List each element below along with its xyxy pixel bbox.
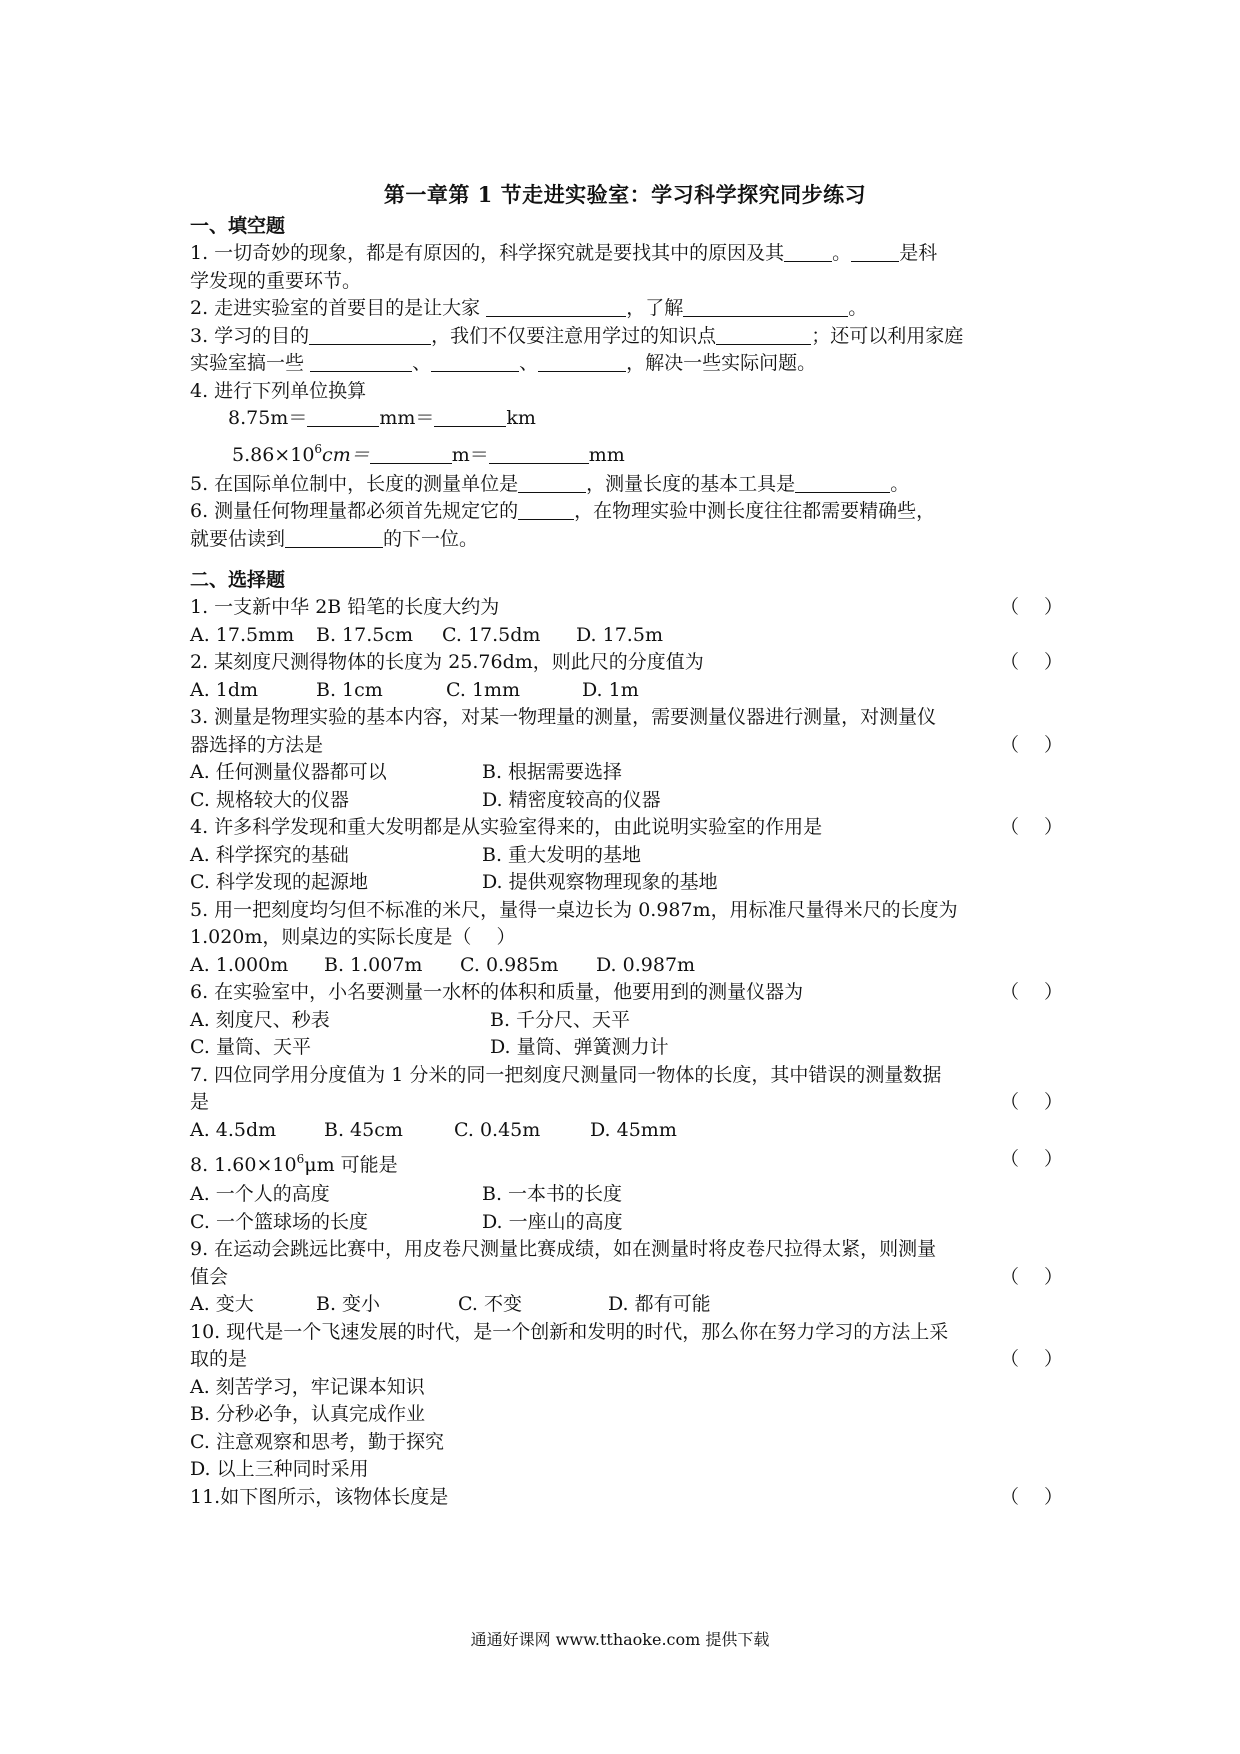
choice-q4-options-ab [190, 842, 1060, 870]
choice-q5-options [190, 952, 1060, 980]
page-footer: 通通好课网 www.tthaoke.com 提供下载 [470, 1630, 770, 1649]
option[interactable]: C. 一个篮球场的长度 [190, 1210, 368, 1233]
choice-q10: 10. 现代是一个飞速发展的时代，是一个创新和发明的时代，那么你在努力学习的方法上采 [190, 1320, 949, 1343]
answer-blank[interactable] [309, 325, 431, 345]
choice-q6: 6. 在实验室中，小名要测量一水杯的体积和质量，他要用到的测量仪器为 （ ） [190, 979, 1060, 1007]
answer-blank[interactable] [434, 407, 506, 427]
option[interactable]: B. 一本书的长度 [482, 1183, 623, 1205]
option[interactable]: A. 变大 [190, 1293, 254, 1315]
option[interactable]: D. 17.5m [576, 623, 663, 646]
option[interactable]: D. 量筒、弹簧测力计 [490, 1036, 669, 1058]
option[interactable]: C. 注意观察和思考，勤于探究 [190, 1430, 444, 1453]
choice-q8-options-ab [190, 1181, 1060, 1209]
answer-paren[interactable]: （ ） [1000, 733, 1064, 756]
choice-q6-options-cd [190, 1034, 1060, 1062]
option[interactable]: B. 根据需要选择 [482, 761, 623, 783]
option[interactable]: C. 科学发现的起源地 [190, 871, 368, 893]
option[interactable]: C. 17.5dm [442, 623, 541, 646]
answer-paren[interactable]: （ ） [1000, 1485, 1064, 1508]
answer-blank[interactable] [716, 325, 811, 345]
choice-q4-options-cd [190, 869, 1060, 897]
answer-blank[interactable] [310, 352, 412, 372]
choice-q9-cont: 值会 （ ） [190, 1264, 1060, 1292]
option[interactable]: B. 重大发明的基地 [482, 843, 642, 866]
answer-blank[interactable] [518, 500, 574, 520]
option[interactable]: C. 量筒、天平 [190, 1036, 311, 1058]
choice-q3: 3. 测量是物理实验的基本内容，对某一物理量的测量，需要测量仪器进行测量，对测量仪 [190, 706, 937, 728]
worksheet [190, 175, 1064, 1511]
option[interactable]: B. 1.007m [324, 953, 423, 976]
option[interactable]: D. 0.987m [596, 953, 696, 976]
option[interactable]: A. 4.5dm [190, 1118, 277, 1141]
section-choice-heading: 二、选择题 [190, 569, 286, 591]
answer-blank[interactable] [486, 297, 626, 317]
answer-blank[interactable] [285, 528, 383, 548]
answer-paren[interactable]: （ ） [1000, 1265, 1064, 1288]
choice-q3-options-cd [190, 787, 1060, 815]
choice-q9-options [190, 1291, 1060, 1319]
option[interactable]: C. 0.45m [454, 1118, 541, 1141]
answer-blank[interactable] [431, 352, 519, 372]
option[interactable]: A. 刻度尺、秒表 [190, 1008, 330, 1031]
choice-q8: 8. $1.60\times 10^6\mu m$ 可能是 （ ） [190, 1144, 1060, 1181]
option[interactable]: D. 以上三种同时采用 [190, 1458, 369, 1480]
option[interactable]: A. 1.000m [190, 953, 289, 976]
fill-q6: 6. 测量任何物理量都必须首先规定它的 ，在物理实验中测长度往往都需要精确些， [190, 500, 936, 522]
option[interactable]: D. 45mm [590, 1118, 677, 1141]
choice-q10-cont: 取的是 （ ） [190, 1346, 1060, 1374]
option[interactable]: D. 1m [582, 678, 639, 701]
choice-q5: 5. 用一把刻度均匀但不标准的米尺，量得一桌边长为 0.987m，用标准尺量得米尺的长度为 [190, 898, 958, 921]
answer-blank[interactable] [489, 444, 589, 464]
option[interactable]: A. 任何测量仪器都可以 [190, 761, 387, 783]
page-title: 第一章第 1 节走进实验室：学习科学探究同步练习 [383, 182, 867, 207]
answer-blank[interactable] [518, 473, 586, 493]
choice-q3-cont: 器选择的方法是 （ ） [190, 732, 1060, 760]
choice-q4: 4. 许多科学发现和重大发明都是从实验室得来的，由此说明实验室的作用是 （ ） [190, 814, 1060, 842]
option[interactable]: A. 1dm [190, 678, 259, 701]
choice-q8-options-cd [190, 1209, 1060, 1237]
option[interactable]: C. 1mm [446, 678, 521, 701]
choice-q1: 1. 一支新中华 2B 铅笔的长度大约为 （ ） [190, 594, 1060, 622]
answer-blank[interactable] [683, 297, 848, 317]
choice-q1-options [190, 622, 1060, 650]
fill-q6-cont: 就要估读到 的下一位。 [190, 527, 479, 550]
answer-blank[interactable] [538, 352, 626, 372]
option[interactable]: B. 分秒必争，认真完成作业 [190, 1403, 426, 1425]
answer-blank[interactable] [851, 242, 899, 262]
option[interactable]: D. 都有可能 [608, 1293, 711, 1315]
answer-blank[interactable] [307, 407, 379, 427]
option[interactable]: A. 刻苦学习，牢记课本知识 [190, 1375, 425, 1398]
choice-q7-cont: 是 （ ） [190, 1089, 1060, 1117]
answer-paren[interactable]: （ ） [1000, 1348, 1064, 1370]
fill-q3-cont: 实验室搞一些 、 、 ，解决一些实际问题。 [190, 352, 817, 374]
choice-q7-options [190, 1117, 1060, 1145]
fill-q4-line2: $5.86\times 10^6cm= m=$ mm [232, 441, 625, 466]
answer-paren[interactable]: （ ） [1000, 1091, 1064, 1113]
answer-paren[interactable]: （ ） [1000, 651, 1064, 673]
choice-q6-options-ab [190, 1007, 1060, 1035]
fill-q2: 2. 走进实验室的首要目的是让大家 ，了解 。 [190, 297, 868, 319]
fill-q3: 3. 学习的目的 ，我们不仅要注意用学过的知识点 ；还可以利用家庭 [190, 324, 964, 347]
choice-q7: 7. 四位同学用分度值为 1 分米的同一把刻度尺测量同一物体的长度，其中错误的测量数据 [190, 1063, 942, 1086]
choice-q3-options-ab [190, 759, 1060, 787]
option[interactable]: B. 变小 [316, 1293, 381, 1315]
option[interactable]: A. 一个人的高度 [190, 1183, 330, 1205]
option[interactable]: B. 1cm [316, 678, 383, 701]
option[interactable]: A. 科学探究的基础 [190, 843, 349, 866]
choice-q2-options [190, 677, 1060, 705]
choice-q11: 11.如下图所示，该物体长度是 （ ） [190, 1484, 1060, 1512]
choice-q9: 9. 在运动会跳远比赛中，用皮卷尺测量比赛成绩，如在测量时将皮卷尺拉得太紧，则测量 [190, 1238, 937, 1260]
fill-q1: 1. 一切奇妙的现象，都是有原因的，科学探究就是要找其中的原因及其 。 是科 [190, 242, 938, 264]
option[interactable]: D. 精密度较高的仪器 [482, 788, 661, 811]
answer-paren[interactable]: （ ） [1000, 596, 1064, 618]
option[interactable]: C. 不变 [458, 1293, 522, 1315]
fill-q5: 5. 在国际单位制中，长度的测量单位是 ，测量长度的基本工具是 。 [190, 472, 910, 495]
option[interactable]: B. 17.5cm [316, 623, 414, 646]
option[interactable]: C. 规格较大的仪器 [190, 788, 349, 811]
section-fill-heading: 一、填空题 [190, 215, 286, 237]
fill-q4-line1: 8.75m＝ mm＝ km [228, 407, 536, 429]
option[interactable]: B. 千分尺、天平 [490, 1008, 631, 1031]
choice-q2: 2. 某刻度尺测得物体的长度为 25.76dm，则此尺的分度值为 （ ） [190, 649, 1060, 677]
choice-q5-cont: 1.020m，则桌边的实际长度是（ ） [190, 926, 516, 948]
answer-paren[interactable]: （ ） [1000, 816, 1064, 838]
answer-blank[interactable] [795, 473, 890, 493]
answer-paren[interactable]: （ ） [1000, 1148, 1064, 1170]
option[interactable]: D. 提供观察物理现象的基地 [482, 871, 718, 893]
answer-blank[interactable] [784, 242, 832, 262]
option[interactable]: D. 一座山的高度 [482, 1210, 623, 1233]
answer-paren[interactable]: （ ） [1000, 981, 1064, 1003]
fill-q1-cont: 学发现的重要环节。 [190, 269, 362, 292]
answer-blank[interactable] [370, 444, 452, 464]
option[interactable]: A. 17.5mm [190, 623, 295, 646]
option[interactable]: B. 45cm [324, 1118, 403, 1141]
fill-q4: 4. 进行下列单位换算 [190, 379, 367, 402]
option[interactable]: C. 0.985m [460, 953, 559, 976]
